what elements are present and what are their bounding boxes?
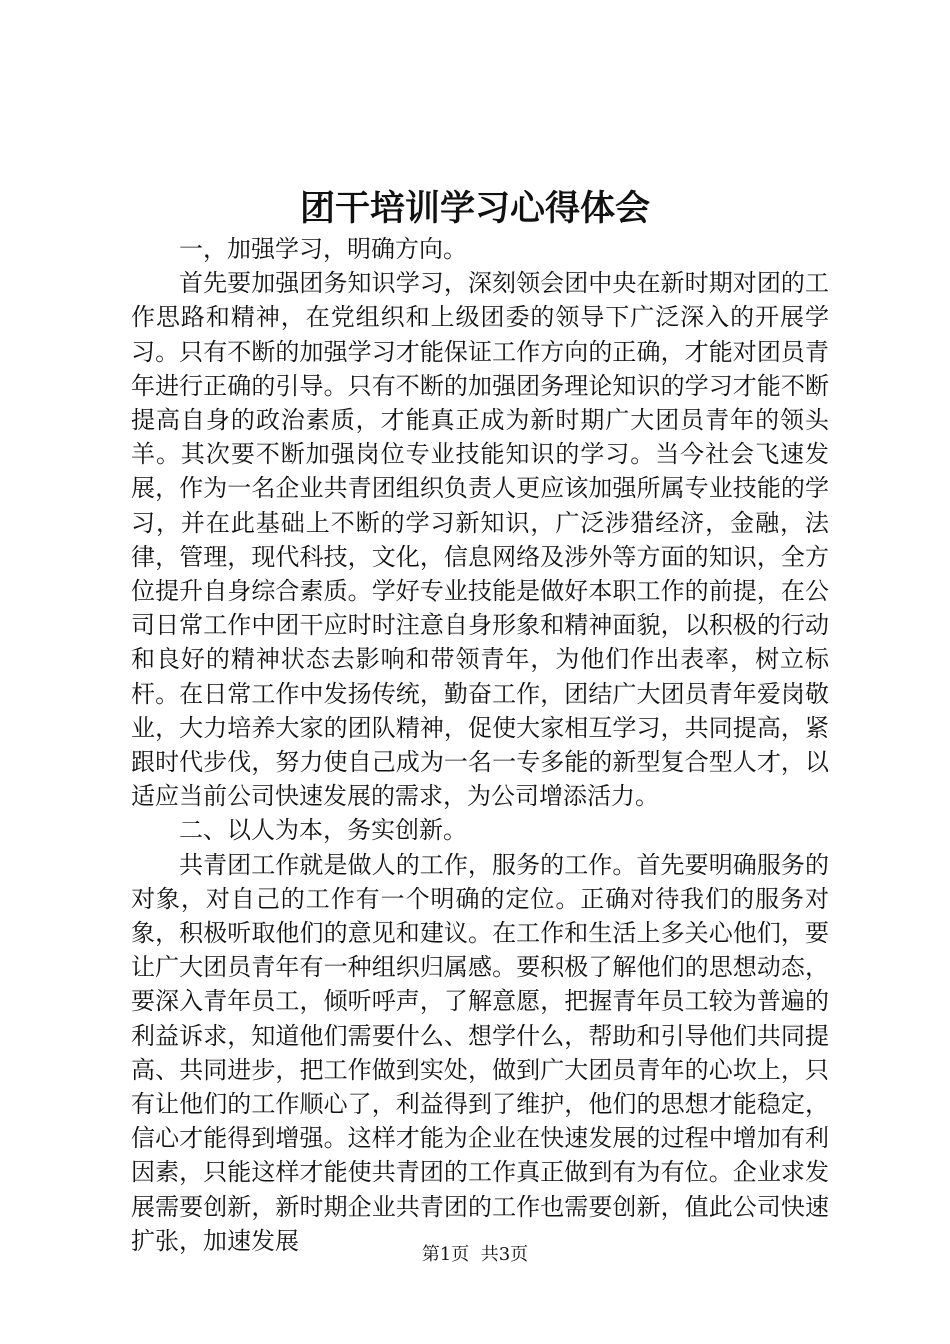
footer-spacer <box>469 1244 480 1265</box>
paragraph-2: 共青团工作就是做人的工作，服务的工作。首先要明确服务的对象，对自己的工作有一个明确的定位。正确对待我们的服务对象，积极听取他们的意见和建议。在工作和生活上多关心他们，要让广大团员青年有一种组织归属感。要积极了解他们的思想动态，要深入青年员工，倾听呼声，了解意愿，把握青年员工较为普遍的利益诉求，知道他们需要什么、想学什么，帮助和引导他们共同提高、共同进步，把工作做到实处，做到广大团员青年的心坎上，只有让他们的工作顺心了，利益得到了维护，他们的思想才能稳定，信心才能得到增强。这样才能为企业在快速发展的过程中增加有利因素，只能这样才能使共青团的工作真正做到有为有位。企业求发展需要创新，新时期企业共青团的工作也需要创新，值此公司快速扩张，加速发展 <box>131 850 829 1255</box>
page-total: 共3页 <box>480 1244 529 1265</box>
paragraph-1: 首先要加强团务知识学习，深刻领会团中央在新时期对团的工作思路和精神，在党组织和上级团委的领导下广泛深入的开展学习。只有不断的加强学习才能保证工作方向的正确，才能对团员青年进行正确的引导。只有不断的加强团务理论知识的学习才能不断提高自身的政治素质，才能真正成为新时期广大团员青年的领头羊。其次要不断加强岗位专业技能知识的学习。当今社会飞速发展，作为一名企业共青团组织负责人更应该加强所属专业技能的学习，并在此基础上不断的学习新知识，广泛涉猎经济，金融，法律，管理，现代科技，文化，信息网络及涉外等方面的知识，全方位提升自身综合素质。学好专业技能是做好本职工作的前提，在公司日常工作中团干应时时注意自身形象和精神面貌，以积极的行动和良好的精神状态去影响和带领青年，为他们作出表率，树立标杆。在日常工作中发扬传统，勤奋工作，团结广大团员青年爱岗敬业，大力培养大家的团队精神，促使大家相互学习，共同提高，紧跟时代步伐，努力使自己成为一名一专多能的新型复合型人才，以适应当前公司快速发展的需求，为公司增添活力。 <box>131 269 829 811</box>
section-heading-1: 一，加强学习，明确方向。 <box>179 235 467 263</box>
page-number: 第1页 <box>421 1244 470 1265</box>
document-body <box>131 232 829 1258</box>
section-heading-2: 二、以人为本，务实创新。 <box>179 816 467 845</box>
page-title: 团干培训学习心得体会 <box>299 188 650 229</box>
page-footer <box>0 1243 950 1267</box>
